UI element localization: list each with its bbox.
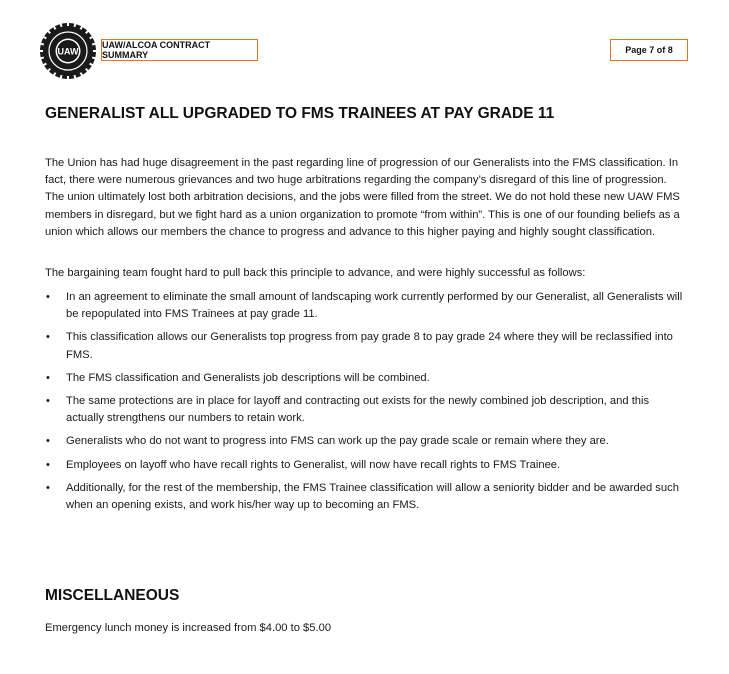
bullet-text: In an agreement to eliminate the small amount of landscaping work currently performed by our Generalist, all Generalists will be repopulated into FMS Trainees at pay grade 11. xyxy=(66,291,683,321)
section-heading-miscellaneous: MISCELLANEOUS xyxy=(45,587,180,604)
bullet-item xyxy=(45,457,685,474)
bullet-item xyxy=(45,289,685,323)
bullet-text: Employees on layoff who have recall rights to Generalist, will now have recall rights to FMS Trainee. xyxy=(66,458,561,471)
bullet-text: Additionally, for the rest of the membership, the FMS Trainee classification will allow a seniority bidder and be awarded such when an opening exists, and work his/her way up to becoming an FMS. xyxy=(66,481,679,512)
bargaining-paragraph: The bargaining team fought hard to pull back this principle to advance, and were highly successful as follows: xyxy=(45,267,586,279)
bullet-icon: • xyxy=(46,458,50,471)
bullet-icon: • xyxy=(46,371,50,384)
document-title-box xyxy=(101,39,258,61)
section-heading-generalist: GENERALIST ALL UPGRADED TO FMS TRAINEES AT PAY GRADE 11 xyxy=(45,105,555,122)
bullet-item xyxy=(45,370,685,387)
page-number-box xyxy=(610,39,688,61)
bullet-icon: • xyxy=(46,435,50,448)
bullet-icon: • xyxy=(46,395,50,408)
bullet-text: Generalists who do not want to progress into FMS can work up the pay grade scale or remain where they are. xyxy=(66,435,609,448)
intro-paragraph: The Union has had huge disagreement in the past regarding line of progression of our Generalists into the FMS classification. In fact, there were numerous grievances and two huge arbitrations regarding the company’s disregard of this line of progression. The union ultimately lost both arbitration decisions, and the jobs were filled from the street. We do not hold these new UAW FMS members in disregard, but we fight hard as a union organization to promote “from within”. This is one of our founding beliefs as a union which allows our members the chance to progress and advance to this higher paying and highly sought classification. xyxy=(45,157,680,238)
uaw-logo xyxy=(37,20,99,82)
bullet-icon: • xyxy=(46,481,50,494)
bullet-text: The same protections are in place for layoff and contracting out exists for the newly combined job description, and this actually strengthens our numbers to retain work. xyxy=(66,395,650,425)
bullet-icon: • xyxy=(46,291,50,303)
bullet-list xyxy=(45,289,685,520)
bullet-item xyxy=(45,393,685,427)
bullet-item xyxy=(45,433,685,450)
bullet-item xyxy=(45,480,685,514)
bullet-text: This classification allows our Generalists top progress from pay grade 8 to pay grade 24 where they will be reclassified into FMS. xyxy=(66,331,673,361)
logo-text: UAW xyxy=(57,46,79,57)
gear-emblem-icon xyxy=(37,20,99,82)
lunch-money-text: Emergency lunch money is increased from $4.00 to $5.00 xyxy=(45,622,332,634)
bullet-text: The FMS classification and Generalists job descriptions will be combined. xyxy=(66,371,430,384)
bullet-icon: • xyxy=(46,331,50,344)
bullet-item xyxy=(45,329,685,363)
page-number: Page 7 of 8 xyxy=(625,45,673,55)
document-title: UAW/ALCOA CONTRACT SUMMARY xyxy=(102,40,211,60)
